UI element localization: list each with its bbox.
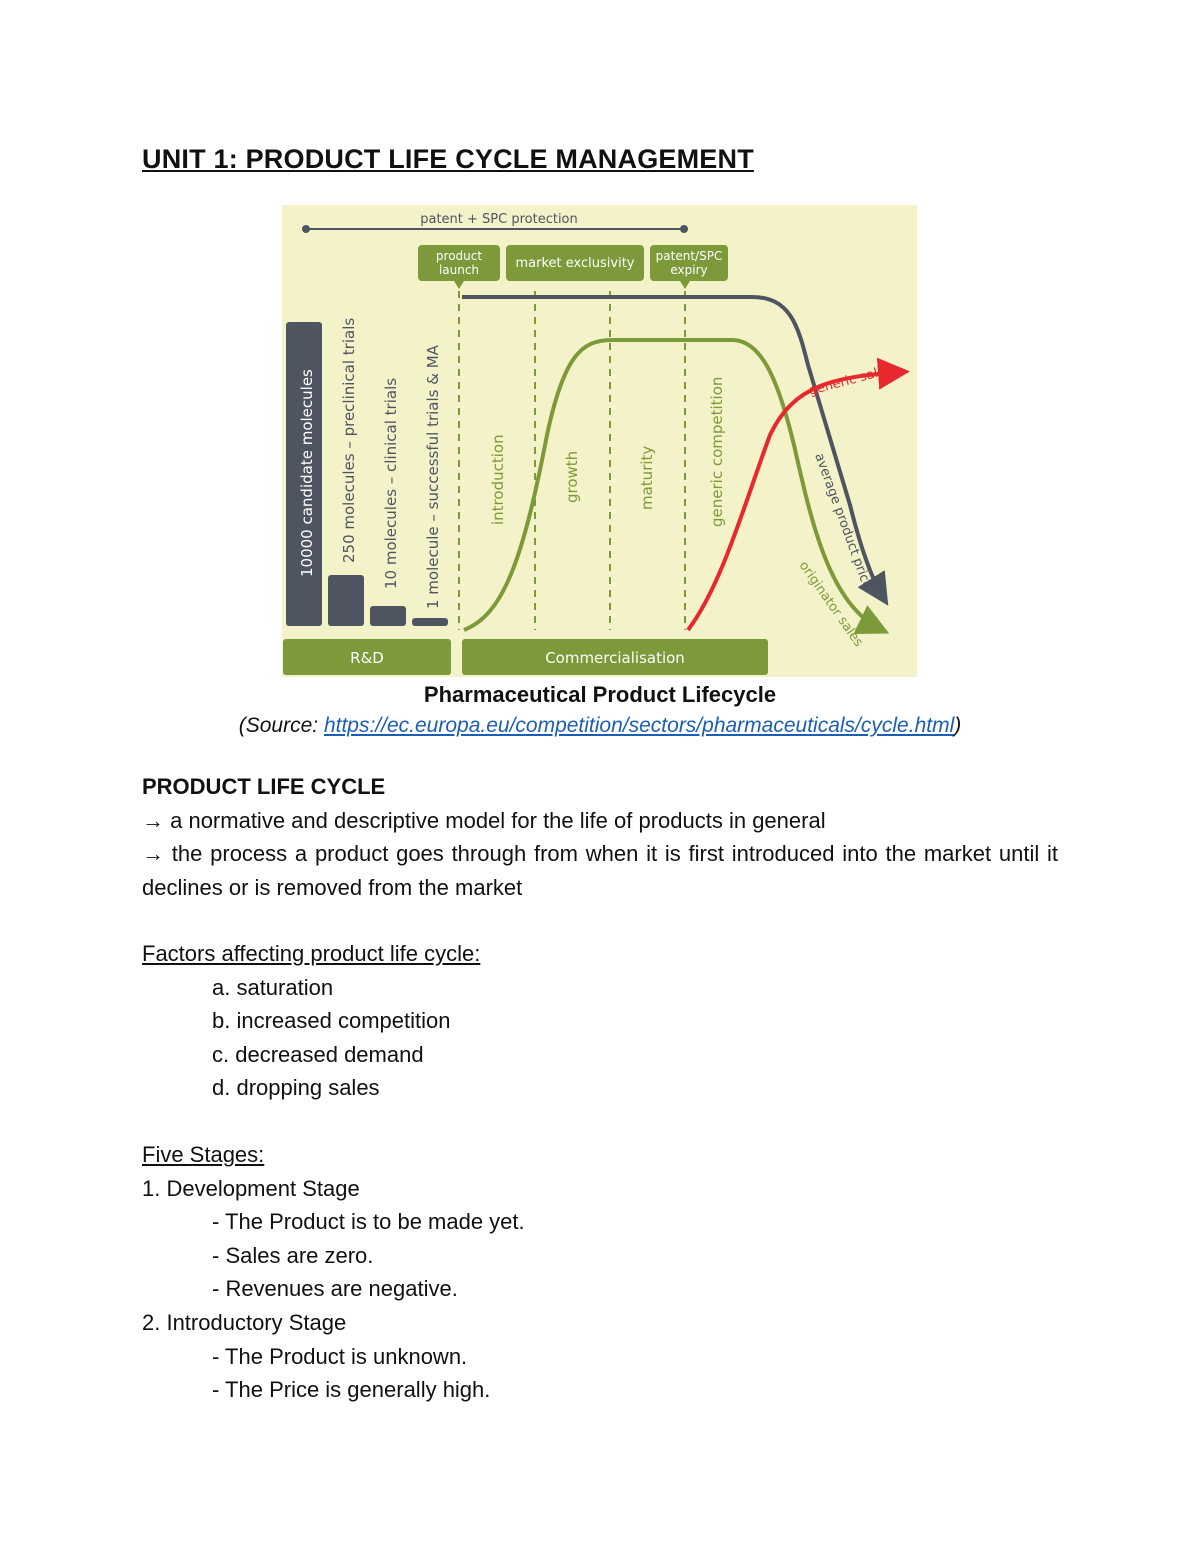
average-price-label: average product price bbox=[811, 451, 875, 592]
commercialisation-phase-bar bbox=[462, 639, 768, 675]
product-launch-label-1: product bbox=[435, 249, 483, 263]
stage-1-point: - Revenues are negative. bbox=[212, 1276, 458, 1302]
stage-introduction-label: introduction bbox=[489, 434, 507, 525]
document-title: UNIT 1: PRODUCT LIFE CYCLE MANAGEMENT bbox=[142, 144, 754, 174]
bar4-label: 1 molecule – successful trials & MA bbox=[424, 345, 442, 609]
product-life-cycle-section bbox=[142, 770, 1058, 904]
source-link[interactable]: https://ec.europa.eu/competition/sectors/pharmaceuticals/cycle.html bbox=[323, 714, 955, 737]
bar-successful bbox=[412, 618, 448, 626]
bar-clinical bbox=[370, 606, 406, 626]
bar-preclinical bbox=[328, 575, 364, 626]
bar1-label: 10000 candidate molecules bbox=[298, 369, 316, 577]
stages-section bbox=[142, 1138, 1058, 1407]
patent-expiry-label-2: expiry bbox=[670, 263, 708, 277]
bar3-label: 10 molecules – clinical trials bbox=[382, 377, 400, 589]
rd-phase-bar bbox=[283, 639, 451, 675]
protection-label: patent + SPC protection bbox=[420, 212, 578, 227]
factors-section bbox=[142, 937, 1058, 1105]
product-launch-tag bbox=[418, 245, 500, 281]
market-exclusivity-tag bbox=[506, 245, 644, 281]
stages-heading: Five Stages: bbox=[142, 1142, 265, 1167]
stage-maturity-label: maturity bbox=[638, 445, 656, 510]
figure-caption: Pharmaceutical Product Lifecycle bbox=[423, 682, 777, 707]
stage-1-point: - Sales are zero. bbox=[212, 1242, 374, 1268]
patent-expiry-tag bbox=[650, 245, 728, 281]
stage-2-point: - The Price is generally high. bbox=[212, 1377, 491, 1403]
stage-1-title: 1. Development Stage bbox=[142, 1175, 360, 1201]
bar2-label: 250 molecules – preclinical trials bbox=[340, 317, 358, 563]
plc-heading: PRODUCT LIFE CYCLE bbox=[142, 774, 386, 799]
lifecycle-figure bbox=[282, 205, 917, 677]
figure-source bbox=[0, 714, 1200, 738]
stage-growth-label: growth bbox=[563, 450, 581, 503]
factor-item: b. increased competition bbox=[212, 1008, 451, 1034]
source-prefix: (Source: bbox=[238, 714, 324, 737]
stage-1-point: - The Product is to be made yet. bbox=[212, 1209, 525, 1235]
factor-item: a. saturation bbox=[212, 974, 334, 1000]
stage-generic-label: generic competition bbox=[708, 376, 726, 527]
commercialisation-label: Commercialisation bbox=[545, 649, 685, 667]
factor-item: d. dropping sales bbox=[212, 1075, 380, 1101]
plc-definition-1: → a normative and descriptive model for the life of products in general bbox=[142, 807, 826, 833]
rd-label: R&D bbox=[350, 649, 384, 667]
originator-sales-label: originator sales bbox=[795, 558, 866, 650]
patent-expiry-label-1: patent/SPC bbox=[655, 249, 723, 263]
plc-definition-2: → the process a product goes through from when it is first introduced into the market until it declines or is removed from the market bbox=[142, 841, 1058, 900]
product-launch-label-2: launch bbox=[438, 263, 480, 277]
generic-sales-label: generic sales bbox=[807, 362, 894, 399]
factors-heading: Factors affecting product life cycle: bbox=[142, 941, 481, 966]
stage-2-title: 2. Introductory Stage bbox=[142, 1309, 347, 1335]
source-suffix: ) bbox=[954, 714, 962, 737]
factor-item: c. decreased demand bbox=[212, 1041, 424, 1067]
stage-2-point: - The Product is unknown. bbox=[212, 1343, 468, 1369]
market-exclusivity-label: market exclusivity bbox=[515, 256, 635, 271]
